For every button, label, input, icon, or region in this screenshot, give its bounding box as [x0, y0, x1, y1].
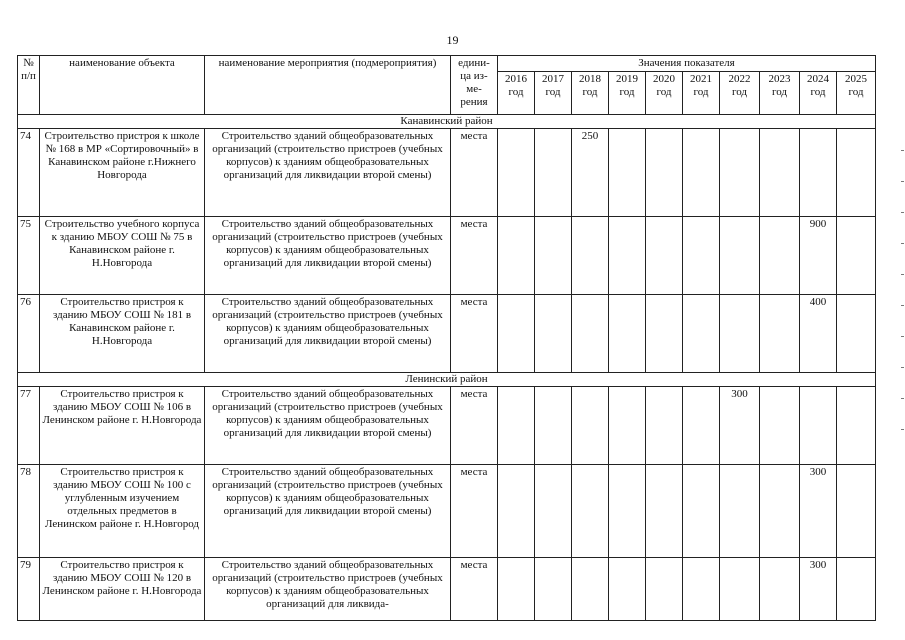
unit-cell: места — [451, 558, 498, 621]
value-cell — [572, 558, 609, 621]
value-cell — [535, 295, 572, 373]
value-cell — [498, 217, 535, 295]
value-cell — [609, 558, 646, 621]
value-cell — [498, 387, 535, 465]
value-cell: 300 — [800, 465, 837, 558]
value-cell — [837, 295, 876, 373]
header-year: 2016 год — [498, 72, 535, 115]
row-number: 75 — [18, 217, 40, 295]
value-cell — [837, 558, 876, 621]
unit-cell: места — [451, 217, 498, 295]
header-year: 2024 год — [800, 72, 837, 115]
value-cell — [609, 295, 646, 373]
header-unit: едини-ца из-ме-рения — [451, 56, 498, 115]
table-row — [18, 387, 876, 465]
event-name: Строительство зданий общеобразовательных организаций (строительство пристроев (учебных корпусов) к зданиям общеобразовательных организаций для ликвидации второй смены) — [205, 295, 451, 373]
value-cell — [800, 387, 837, 465]
value-cell: 300 — [720, 387, 760, 465]
object-name: Строительство пристроя к зданию МБОУ СОШ № 106 в Ленинском районе г. Н.Новгорода — [40, 387, 205, 465]
section-title: Канавинский район — [18, 115, 876, 129]
value-cell — [572, 295, 609, 373]
row-number: 74 — [18, 129, 40, 217]
value-cell — [498, 465, 535, 558]
header-year: 2018 год — [572, 72, 609, 115]
value-cell — [837, 387, 876, 465]
value-cell: 250 — [572, 129, 609, 217]
row-number: 79 — [18, 558, 40, 621]
value-cell — [572, 217, 609, 295]
unit-cell: места — [451, 129, 498, 217]
header-year: 2023 год — [760, 72, 800, 115]
row-number: 76 — [18, 295, 40, 373]
header-year: 2025 год — [837, 72, 876, 115]
event-name: Строительство зданий общеобразовательных организаций (строительство пристроев (учебных корпусов) к зданиям общеобразовательных организаций для ликвидации второй смены) — [205, 465, 451, 558]
value-cell — [609, 465, 646, 558]
value-cell — [683, 465, 720, 558]
value-cell — [535, 465, 572, 558]
object-name: Строительство пристроя к зданию МБОУ СОШ № 181 в Канавинском районе г. Н.Новгорода — [40, 295, 205, 373]
unit-cell: места — [451, 387, 498, 465]
value-cell — [720, 129, 760, 217]
header-year: 2020 год — [646, 72, 683, 115]
header-event: наименование мероприятия (подмероприятия) — [205, 56, 451, 115]
page-number: 19 — [446, 33, 459, 47]
value-cell — [572, 387, 609, 465]
value-cell — [535, 217, 572, 295]
value-cell — [535, 558, 572, 621]
event-name: Строительство зданий общеобразовательных организаций (строительство пристроев (учебных корпусов) к зданиям общеобразовательных организаций для ликвидации второй смены) — [205, 387, 451, 465]
header-num: № п/п — [18, 56, 40, 115]
event-name: Строительство зданий общеобразовательных организаций (строительство пристроев (учебных корпусов) к зданиям общеобразовательных организаций для ликвидации второй смены) — [205, 217, 451, 295]
table-row — [18, 129, 876, 217]
section-title: Ленинский район — [18, 373, 876, 387]
value-cell: 400 — [800, 295, 837, 373]
value-cell — [498, 558, 535, 621]
value-cell — [720, 465, 760, 558]
header-year: 2019 год — [609, 72, 646, 115]
value-cell — [683, 295, 720, 373]
value-cell — [760, 387, 800, 465]
table-header — [18, 56, 876, 115]
value-cell — [609, 217, 646, 295]
header-object: наименование объекта — [40, 56, 205, 115]
value-cell — [535, 129, 572, 217]
unit-cell: места — [451, 465, 498, 558]
value-cell — [720, 217, 760, 295]
value-cell — [720, 295, 760, 373]
header-year: 2017 год — [535, 72, 572, 115]
value-cell — [760, 465, 800, 558]
table-row — [18, 558, 876, 621]
value-cell — [572, 465, 609, 558]
table-row — [18, 295, 876, 373]
value-cell — [683, 558, 720, 621]
value-cell — [646, 465, 683, 558]
value-cell — [646, 387, 683, 465]
event-name: Строительство зданий общеобразовательных организаций (строительство пристроев (учебных корпусов) к зданиям общеобразовательных организаций для ликвида- — [205, 558, 451, 621]
table-row — [18, 217, 876, 295]
value-cell — [609, 387, 646, 465]
value-cell — [646, 129, 683, 217]
value-cell — [498, 129, 535, 217]
object-name: Строительство пристроя к школе № 168 в МР «Сортировочный» в Канавинском районе г.Нижнего Новгорода — [40, 129, 205, 217]
row-number: 77 — [18, 387, 40, 465]
unit-cell: места — [451, 295, 498, 373]
value-cell — [837, 465, 876, 558]
header-values-title: Значения показателя — [498, 56, 876, 72]
header-year: 2022 год — [720, 72, 760, 115]
value-cell — [683, 129, 720, 217]
value-cell — [535, 387, 572, 465]
header-year: 2021 год — [683, 72, 720, 115]
value-cell: 300 — [800, 558, 837, 621]
object-name: Строительство пристроя к зданию МБОУ СОШ № 100 с углубленным изучением отдельных предметов в Ленинском районе г. Н.Новгород — [40, 465, 205, 558]
row-number: 78 — [18, 465, 40, 558]
value-cell — [683, 217, 720, 295]
value-cell — [760, 295, 800, 373]
event-name: Строительство зданий общеобразовательных организаций (строительство пристроев (учебных корпусов) к зданиям общеобразовательных организаций для ликвидации второй смены) — [205, 129, 451, 217]
value-cell — [837, 217, 876, 295]
value-cell — [646, 217, 683, 295]
value-cell — [646, 295, 683, 373]
value-cell — [760, 558, 800, 621]
value-cell: 900 — [800, 217, 837, 295]
value-cell — [683, 387, 720, 465]
table-body — [18, 115, 876, 621]
value-cell — [800, 129, 837, 217]
value-cell — [837, 129, 876, 217]
table-row — [18, 465, 876, 558]
value-cell — [609, 129, 646, 217]
object-name: Строительство пристроя к зданию МБОУ СОШ № 120 в Ленинском районе г. Н.Новгорода — [40, 558, 205, 621]
value-cell — [760, 129, 800, 217]
scan-artifact — [901, 150, 905, 550]
value-cell — [720, 558, 760, 621]
value-cell — [646, 558, 683, 621]
object-name: Строительство учебного корпуса к зданию МБОУ СОШ № 75 в Канавинском районе г. Н.Новгорода — [40, 217, 205, 295]
indicator-table — [17, 55, 876, 621]
value-cell — [760, 217, 800, 295]
value-cell — [498, 295, 535, 373]
